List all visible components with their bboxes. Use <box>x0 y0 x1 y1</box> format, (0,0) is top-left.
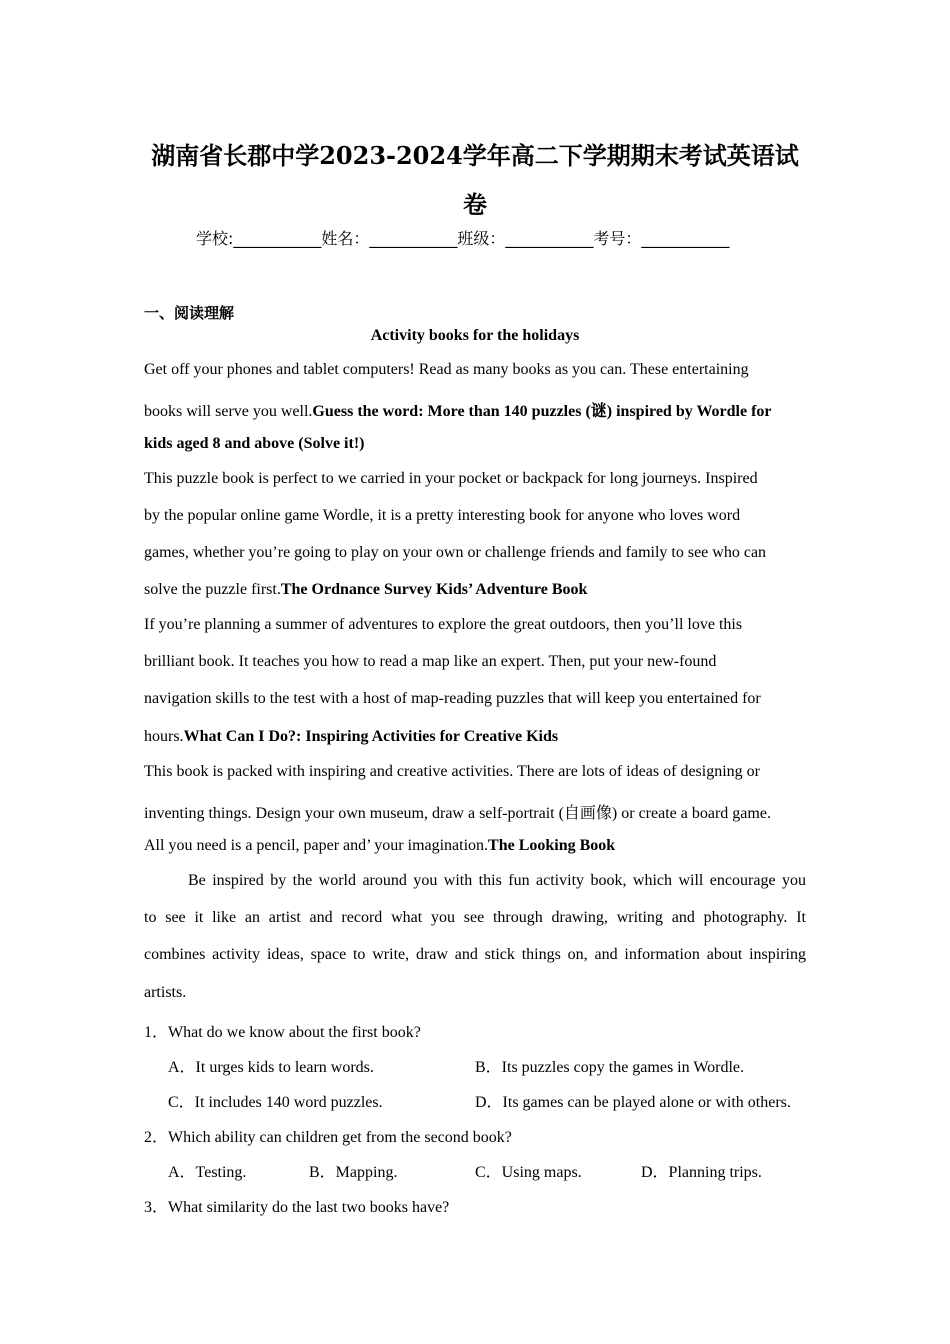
passage-line: artists. <box>144 984 187 1001</box>
option-d: D．Planning trips. <box>641 1164 762 1181</box>
passage-line: This book is packed with inspiring and creative activities. There are lots of ideas of designing or <box>144 763 760 780</box>
passage-text: All you need is a pencil, paper and’ your imagination. <box>144 837 489 854</box>
section-heading: 一、阅读理解 <box>144 304 235 322</box>
passage-line: navigation skills to the test with a host of map-reading puzzles that will keep you entertained for <box>144 690 761 707</box>
book-title: The Ordnance Survey Kids’ Adventure Book <box>280 581 588 598</box>
exam-title: 湖南省长郡中学2023-2024学年高二下学期期末考试英语试 <box>151 141 799 170</box>
option-c: C．It includes 140 word puzzles. <box>168 1094 383 1111</box>
passage-text: books will serve you well. <box>144 403 313 420</box>
question-stem: 2．Which ability can children get from the second book? <box>144 1129 512 1146</box>
question-stem: 3．What similarity do the last two books have? <box>144 1199 450 1216</box>
passage-line: to see it like an artist and record what you see through drawing, writing and photography. It <box>144 909 806 926</box>
option-a: A．Testing. <box>168 1164 247 1181</box>
book-title: The Looking Book <box>488 837 616 854</box>
passage-text: solve the puzzle first. <box>144 581 281 598</box>
option-c: C．Using maps. <box>475 1164 582 1181</box>
book-title: What Can I Do?: Inspiring Activities for Creative Kids <box>183 728 559 745</box>
option-d: D．Its games can be played alone or with others. <box>475 1094 791 1111</box>
passage-line: inventing things. Design your own museum, draw a self-portrait (自画像) or create a board game. <box>144 805 771 822</box>
student-info-line: 学校:___________姓名：___________班级：___________考号：___________ <box>196 229 730 248</box>
passage-line: Be inspired by the world around you with this fun activity book, which will encourage you <box>188 872 806 889</box>
question-stem: 1．What do we know about the first book? <box>144 1024 421 1041</box>
passage-line: brilliant book. It teaches you how to read a map like an expert. Then, put your new-found <box>144 653 717 670</box>
passage-line <box>144 398 772 421</box>
passage-line <box>144 728 558 746</box>
passage-line: combines activity ideas, space to write, draw and stick things on, and information about inspiring <box>144 946 806 963</box>
passage-line: Get off your phones and tablet computers! Read as many books as you can. These entertaining <box>144 361 749 378</box>
passage-line <box>144 435 364 453</box>
book-title: Guess the word: More than 140 puzzles (谜) inspired by Wordle for <box>312 403 772 420</box>
book-title: kids aged 8 and above (Solve it!) <box>144 435 365 452</box>
passage-line <box>144 581 587 599</box>
passage-title: Activity books for the holidays <box>370 327 580 344</box>
option-b: B．Mapping. <box>309 1164 398 1181</box>
passage-line: by the popular online game Wordle, it is a pretty interesting book for anyone who loves word <box>144 507 741 524</box>
passage-line: This puzzle book is perfect to we carried in your pocket or backpack for long journeys. Inspired <box>144 470 758 487</box>
option-a: A．It urges kids to learn words. <box>168 1059 374 1076</box>
exam-title-continued: 卷 <box>463 190 487 219</box>
passage-line: games, whether you’re going to play on your own or challenge friends and family to see who can <box>144 544 767 561</box>
passage-line: If you’re planning a summer of adventures to explore the great outdoors, then you’ll love this <box>144 616 743 633</box>
passage-text: hours. <box>144 728 184 745</box>
option-b: B．Its puzzles copy the games in Wordle. <box>475 1059 745 1076</box>
passage-line <box>144 837 615 855</box>
